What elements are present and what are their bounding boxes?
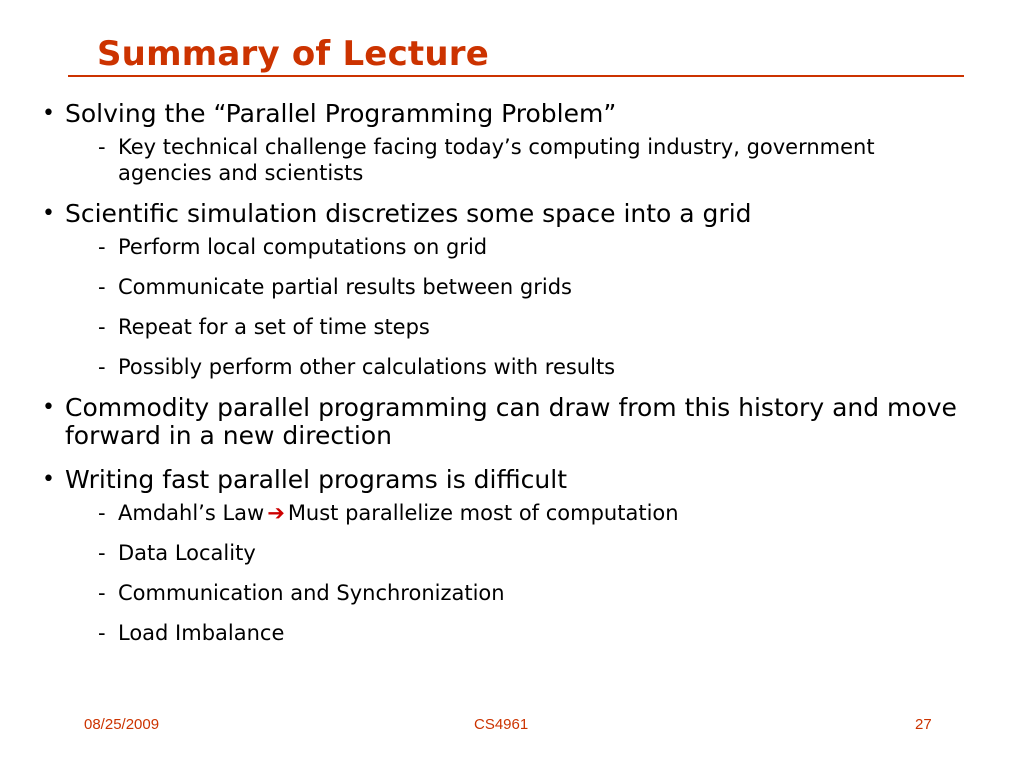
title-underline [68, 75, 964, 77]
bullet-dot: • [42, 201, 55, 226]
dash-marker: - [98, 275, 106, 299]
sub-bullet [98, 314, 962, 340]
sub-bullet-list [98, 500, 962, 646]
bullet-dot: • [42, 101, 55, 126]
dash-marker: - [98, 135, 106, 159]
dash-marker: - [98, 501, 106, 525]
sub-bullet-text: Key technical challenge facing today’s computing industry, government agencies and scientists [118, 135, 875, 185]
sub-bullet [98, 500, 962, 526]
sub-bullet-list [98, 234, 962, 380]
sub-bullet-text: Possibly perform other calculations with results [118, 355, 616, 379]
sub-bullet-text: Perform local computations on grid [118, 235, 488, 259]
footer-page-number: 27 [915, 716, 932, 733]
slide-title: Summary of Lecture [97, 34, 490, 74]
bullet-item [42, 100, 962, 186]
bullet-dot: • [42, 467, 55, 492]
sub-bullet-text [118, 500, 962, 526]
dash-marker: - [98, 355, 106, 379]
bullet-list [42, 100, 962, 660]
sub-bullet-text: Communicate partial results between grids [118, 275, 572, 299]
bullet-text: Scientific simulation discretizes some space into a grid [65, 199, 752, 228]
sub-bullet [98, 620, 962, 646]
sub-bullet-text: Data Locality [118, 541, 256, 565]
dash-marker: - [98, 621, 106, 645]
sub-bullet [98, 540, 962, 566]
sub-bullet [98, 234, 962, 260]
dash-marker: - [98, 541, 106, 565]
bullet-dot: • [42, 395, 55, 420]
bullet-item [42, 394, 962, 450]
bullet-text: Writing fast parallel programs is difficult [65, 465, 568, 494]
dash-marker: - [98, 315, 106, 339]
amdahl-law-text: Amdahl’s Law [118, 501, 265, 525]
footer-course: CS4961 [474, 716, 529, 733]
footer-date: 08/25/2009 [84, 716, 160, 733]
sub-bullet [98, 354, 962, 380]
right-arrow-icon: ➔ [267, 501, 285, 525]
sub-bullet [98, 134, 962, 186]
bullet-text: Solving the “Parallel Programming Problem” [65, 99, 617, 128]
bullet-text: Commodity parallel programming can draw from this history and move forward in a new direction [65, 393, 957, 450]
bullet-item [42, 466, 962, 646]
sub-bullet-text: Communication and Synchronization [118, 581, 505, 605]
sub-bullet-text: Repeat for a set of time steps [118, 315, 430, 339]
sub-bullet-list [98, 134, 962, 186]
sub-bullet-text: Load Imbalance [118, 621, 285, 645]
dash-marker: - [98, 581, 106, 605]
parallelize-text: Must parallelize most of computation [287, 501, 679, 525]
sub-bullet [98, 274, 962, 300]
sub-bullet [98, 580, 962, 606]
dash-marker: - [98, 235, 106, 259]
bullet-item [42, 200, 962, 380]
